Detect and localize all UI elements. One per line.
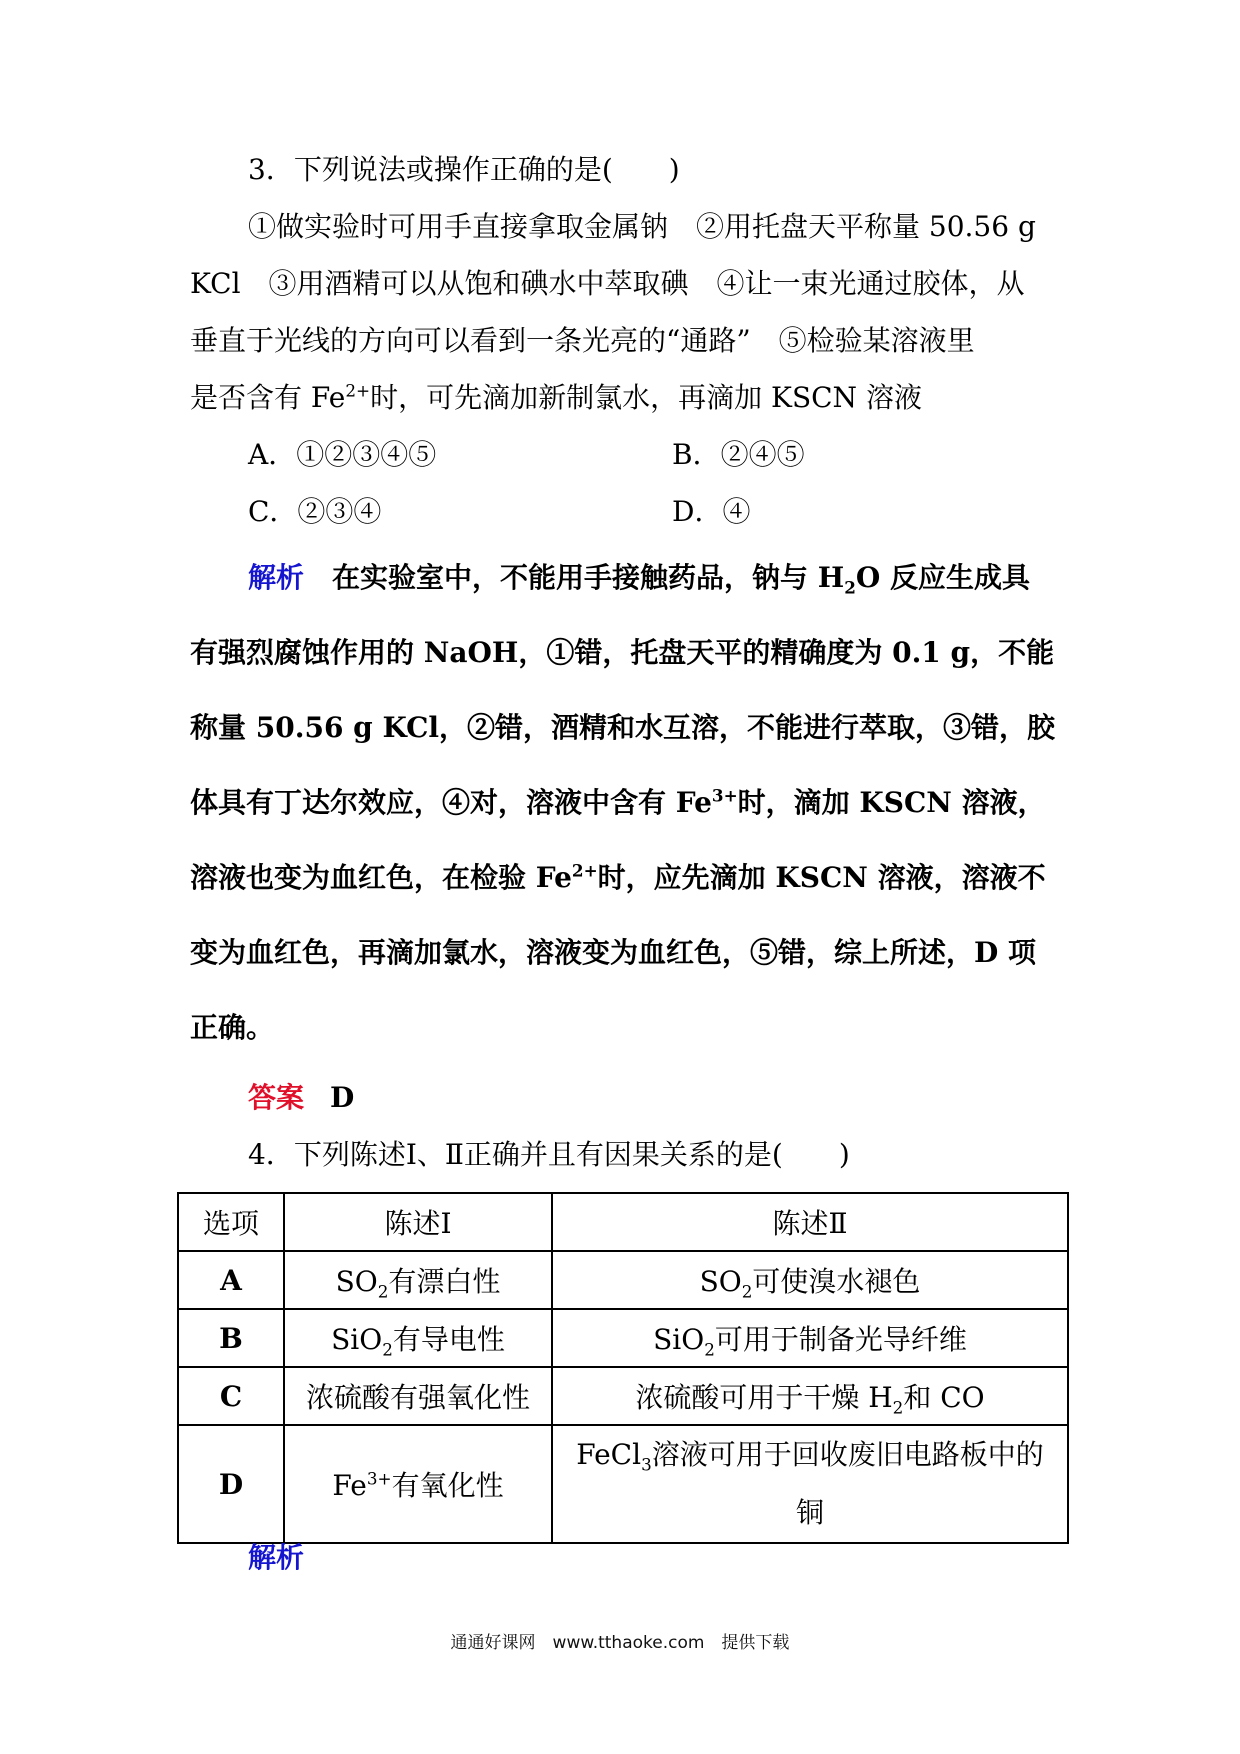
table-row <box>178 1251 1068 1309</box>
question-4-title: 4．下列陈述Ⅰ、Ⅱ正确并且有因果关系的是( ) <box>248 1138 850 1171</box>
statement-table <box>177 1192 1069 1544</box>
analysis-line-1: 解析 在实验室中，不能用手接触药品，钠与 $H_2O$ 反应生成具 <box>248 561 1031 598</box>
analysis-line-6: 变为血红色，再滴加氯水，溶液变为血红色，⑤错，综上所述，D 项 <box>190 936 1037 969</box>
question-3-line-4: 是否含有 $Fe^{2+}$时，可先滴加新制氯水，再滴加 KSCN 溶液 <box>190 380 922 414</box>
question-3-line-2: KCl ③用酒精可以从饱和碘水中萃取碘 ④让一束光通过胶体，从 <box>190 267 1025 300</box>
answer-line <box>248 1078 354 1118</box>
row-statement-1: $SO_2$有漂白性 <box>284 1251 552 1309</box>
answer-label: 答案 <box>248 1081 305 1114</box>
option-a: A．①②③④⑤ <box>248 438 437 471</box>
table-header-row <box>178 1193 1068 1251</box>
row-statement-2: SiO$_2$可用于制备光导纤维 <box>552 1309 1068 1367</box>
question-3-title: 3．下列说法或操作正确的是( ) <box>248 153 680 186</box>
row-statement-2: FeCl$_3$溶液可用于回收废旧电路板中的 铜 <box>552 1425 1068 1543</box>
analysis-line-5: 溶液也变为血红色，在检验 $Fe^{2+}$时，应先滴加 KSCN 溶液，溶液不 <box>190 860 1046 894</box>
header-option: 选项 <box>178 1193 284 1251</box>
analysis-label: 解析 <box>248 561 305 594</box>
table-row <box>178 1309 1068 1367</box>
analysis-label: 解析 <box>248 1541 305 1574</box>
header-statement-1: 陈述Ⅰ <box>284 1193 552 1251</box>
analysis-line-7: 正确。 <box>190 1011 275 1044</box>
option-d: D．④ <box>672 495 751 528</box>
row-statement-2: 浓硫酸可用于干燥 $H_2$和 CO <box>552 1367 1068 1425</box>
option-c: C．②③④ <box>248 495 382 528</box>
header-statement-2: 陈述Ⅱ <box>552 1193 1068 1251</box>
question-3-line-1: ①做实验时可用手直接拿取金属钠 ②用托盘天平称量 50.56 g <box>248 210 1036 243</box>
row-statement-1: 浓硫酸有强氧化性 <box>284 1367 552 1425</box>
row-statement-1: $Fe^{3+}$有氧化性 <box>284 1425 552 1543</box>
answer-value: D <box>330 1081 355 1114</box>
row-option: A <box>178 1251 284 1309</box>
option-b: B．②④⑤ <box>672 438 805 471</box>
row-statement-1: SiO$_2$有导电性 <box>284 1309 552 1367</box>
question-4-analysis <box>248 1538 304 1578</box>
row-option: D <box>178 1425 284 1543</box>
row-option: B <box>178 1309 284 1367</box>
footer-text: 通通好课网 www.tthaoke.com 提供下载 <box>450 1633 790 1653</box>
question-3-line-3: 垂直于光线的方向可以看到一条光亮的“通路” ⑤检验某溶液里 <box>190 324 975 357</box>
analysis-line-2: 有强烈腐蚀作用的 NaOH，①错，托盘天平的精确度为 0.1 g，不能 <box>190 636 1055 669</box>
analysis-line-3: 称量 50.56 g KCl，②错，酒精和水互溶，不能进行萃取，③错，胶 <box>190 711 1056 744</box>
table-row <box>178 1367 1068 1425</box>
table-row <box>178 1425 1068 1543</box>
row-option: C <box>178 1367 284 1425</box>
analysis-line-4: 体具有丁达尔效应，④对，溶液中含有 $Fe^{3+}$时，滴加 KSCN 溶液， <box>190 785 1046 819</box>
row-statement-2: $SO_2$可使溴水褪色 <box>552 1251 1068 1309</box>
